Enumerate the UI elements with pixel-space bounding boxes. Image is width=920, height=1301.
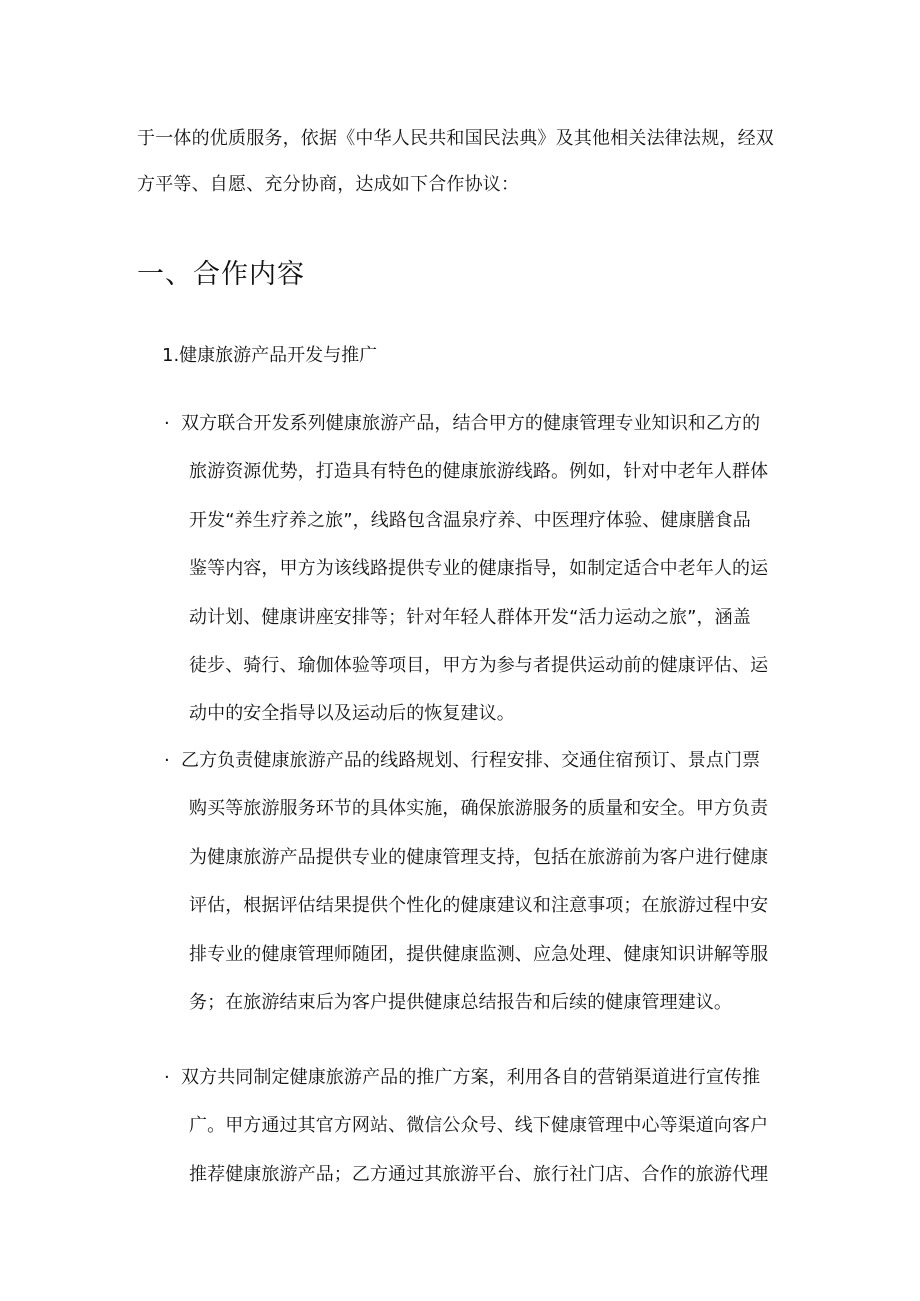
bullet-line: 购买等旅游服务环节的具体实施，确保旅游服务的质量和安全。甲方负责 — [189, 798, 769, 820]
bullet-line: 旅游资源优势，打造具有特色的健康旅游线路。例如，针对中老年人群体 — [189, 461, 769, 483]
section-heading: 一、合作内容 — [137, 259, 305, 290]
bullet-line: 动中的安全指导以及运动后的恢复建议。 — [189, 703, 515, 725]
bullet-item — [164, 1054, 807, 1199]
bullet-item — [164, 737, 807, 1027]
intro-paragraph — [137, 116, 787, 208]
bullet-marker: · — [164, 1067, 170, 1088]
bullet-line: 推荐健康旅游产品；乙方通过其旅游平台、旅行社门店、合作的旅游代理 — [189, 1163, 769, 1185]
bullet-marker: · — [164, 413, 170, 434]
bullet-text — [181, 400, 807, 739]
bullet-line: 开发“养生疗养之旅”，线路包含温泉疗养、中医理疗体验、健康膳食品 — [189, 509, 751, 531]
bullet-item — [164, 400, 807, 739]
bullet-line: 鉴等内容，甲方为该线路提供专业的健康指导，如制定适合中老年人的运 — [189, 558, 769, 580]
bullet-line: 动计划、健康讲座安排等；针对年轻人群体开发“活力运动之旅”，涵盖 — [189, 606, 751, 628]
bullet-line: 双方共同制定健康旅游产品的推广方案，利用各自的营销渠道进行宣传推 — [181, 1067, 761, 1088]
bullet-marker: · — [164, 750, 170, 771]
bullet-line: 双方联合开发系列健康旅游产品，结合甲方的健康管理专业知识和乙方的 — [181, 413, 761, 434]
intro-line: 方平等、自愿、充分协商，达成如下合作协议： — [137, 174, 520, 195]
bullet-text — [181, 737, 807, 1027]
bullet-line: 排专业的健康管理师随团，提供健康监测、应急处理、健康知识讲解等服 — [189, 943, 769, 965]
bullet-line: 务；在旅游结束后为客户提供健康总结报告和后续的健康管理建议。 — [189, 992, 732, 1014]
bullet-line: 乙方负责健康旅游产品的线路规划、行程安排、交通住宿预订、景点门票 — [181, 750, 761, 771]
bullet-line: 为健康旅游产品提供专业的健康管理支持，包括在旅游前为客户进行健康 — [189, 846, 769, 868]
bullet-text — [181, 1054, 807, 1199]
intro-line: 于一体的优质服务，依据《中华人民共和国民法典》及其他相关法律法规，经双 — [137, 128, 774, 149]
bullet-line: 广。甲方通过其官方网站、微信公众号、线下健康管理中心等渠道向客户 — [189, 1115, 769, 1137]
subsection-heading: 1.健康旅游产品开发与推广 — [162, 345, 378, 366]
bullet-line: 徒步、骑行、瑜伽体验等项目，甲方为参与者提供运动前的健康评估、运 — [189, 655, 769, 677]
bullet-line: 评估，根据评估结果提供个性化的健康建议和注意事项；在旅游过程中安 — [189, 895, 769, 917]
